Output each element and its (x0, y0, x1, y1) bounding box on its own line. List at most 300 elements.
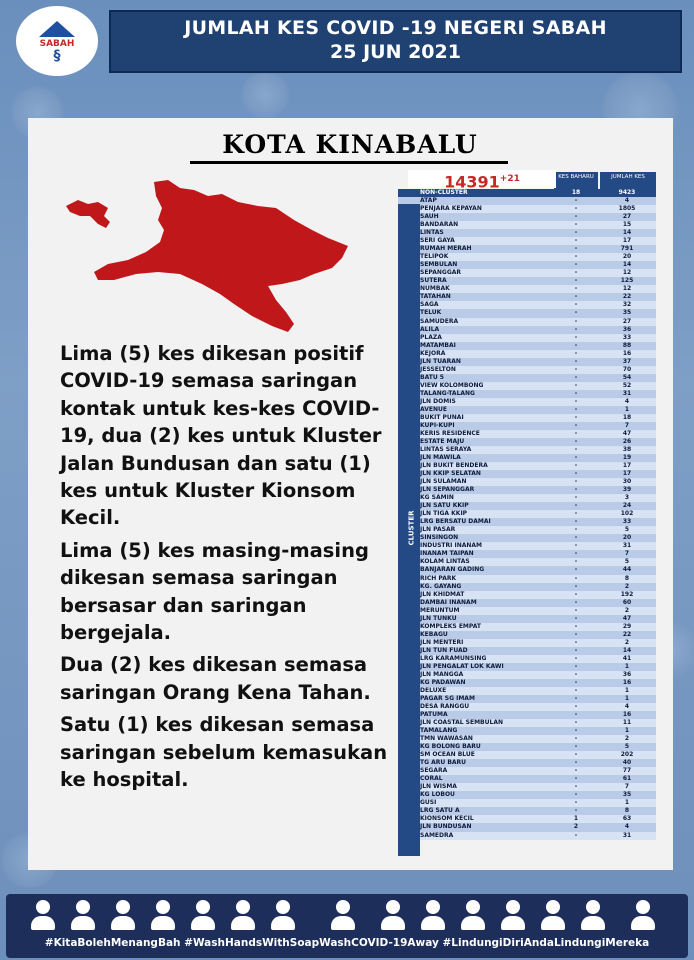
cluster-name: MATAMBAI (420, 341, 456, 349)
new-cases: - (574, 558, 578, 566)
total-cases-cell: 20 (622, 534, 632, 542)
total-cases-cell: 38 (622, 446, 632, 453)
total-cases-cell: 17 (622, 470, 632, 478)
table-row (398, 575, 656, 583)
cluster-name: KIONSOM KECIL (420, 815, 474, 823)
paragraph: Lima (5) kes dikesan positif COVID-19 semasa saringan kontak untuk kes-kes COVID-19, dua (2) kes untuk Kluster Jalan Bundusan dan satu (1) kes untuk Kluster Kionsom Kecil. (60, 342, 382, 530)
new-cases: - (574, 333, 578, 341)
new-cases: - (574, 213, 578, 221)
new-cases: - (574, 759, 578, 767)
cluster-name: SINSINGON (420, 534, 459, 542)
new-cases: - (574, 518, 578, 526)
new-cases: - (574, 534, 578, 542)
table-row (398, 687, 656, 695)
new-cases: 18 (571, 189, 581, 196)
cluster-label-text: CLUSTER (407, 510, 416, 546)
total-cases-cell: 4 (624, 397, 630, 405)
total-cases-cell: 33 (622, 518, 632, 526)
col-new-header: KES BAHARU (554, 172, 598, 189)
table-row (398, 615, 656, 623)
table-row (398, 639, 656, 647)
table-row (398, 293, 656, 301)
frontliner-figure (230, 900, 256, 932)
new-cases: - (574, 293, 578, 301)
total-cases-cell: 14 (622, 646, 632, 654)
total-cases-cell: 33 (622, 333, 632, 341)
new-cases: - (574, 638, 578, 646)
cluster-name: JLN MANGGA (420, 670, 464, 678)
table-row (398, 301, 656, 309)
cluster-name: KEJORA (420, 349, 446, 357)
table-row (398, 390, 656, 398)
paragraph: Lima (5) kes masing-masing dikesan semasa saringan bersasar dan saringan bergejala. (60, 538, 369, 645)
frontliner-figure (110, 900, 136, 932)
new-cases: - (574, 614, 578, 622)
new-cases: - (574, 381, 578, 389)
table-row (398, 815, 656, 823)
total-cases-cell: 16 (622, 349, 632, 357)
new-cases: - (574, 831, 578, 839)
map-island (66, 200, 110, 228)
total-cases-cell: 26 (622, 437, 632, 445)
new-cases: - (574, 269, 578, 277)
frontliner-figure (500, 900, 526, 932)
table-row (398, 414, 656, 422)
total-cases-cell: 31 (622, 542, 632, 550)
cluster-name: SEMBULAN (420, 261, 458, 269)
table-row (398, 398, 656, 406)
new-cases: - (574, 437, 578, 445)
cluster-name: NON-CLUSTER (420, 189, 468, 196)
total-cases-cell: 17 (622, 462, 632, 470)
table-row (398, 318, 656, 326)
new-cases: - (574, 799, 578, 807)
new-cases: - (574, 389, 578, 397)
cluster-name: JLN TUARAN (420, 357, 461, 365)
total-cases-cell: 70 (622, 365, 632, 373)
cluster-name: DESA RANGGU (420, 703, 470, 710)
table-row (398, 832, 656, 840)
table-row (398, 807, 656, 815)
total-cases-cell: 16 (622, 711, 632, 719)
total-cases-cell: 2 (624, 606, 630, 614)
cluster-name: SAMEDRA (420, 831, 454, 839)
new-cases: 2 (573, 823, 579, 831)
cluster-name: SEGARA (420, 767, 448, 775)
new-cases: - (574, 727, 578, 735)
table-row (398, 406, 656, 414)
table-row (398, 631, 656, 639)
total-cases-cell: 30 (622, 478, 632, 486)
new-cases: - (574, 446, 578, 453)
new-cases: - (574, 775, 578, 783)
mountain-icon (39, 21, 75, 37)
cluster-name: KOMPLEKS EMPAT (420, 622, 482, 630)
table-row (398, 607, 656, 615)
total-cases-cell: 18 (622, 413, 632, 421)
cluster-name: JLN COASTAL SEMBULAN (420, 719, 503, 727)
cluster-name: TELUK (420, 309, 442, 317)
total-cases-cell: 3 (624, 494, 630, 502)
frontliner-figure (190, 900, 216, 932)
cluster-name: PENJARA KEPAYAN (420, 205, 482, 213)
total-cases-cell: 35 (622, 309, 632, 317)
new-cases: - (574, 301, 578, 309)
total-cases-cell: 88 (622, 341, 632, 349)
cluster-name: KOLAM LINTAS (420, 558, 470, 566)
total-cases-cell: 11 (622, 719, 632, 727)
cluster-name: TMN WAWASAN (420, 735, 473, 743)
table-row (398, 229, 656, 237)
table-row (398, 775, 656, 783)
total-cases-cell: 22 (622, 630, 632, 638)
cluster-name: KG LOBOU (420, 791, 455, 799)
cluster-name: JLN DOMIS (420, 397, 456, 405)
cluster-name: SAGA (420, 301, 439, 309)
total-cases-cell: 27 (622, 317, 632, 325)
cluster-name: JLN MENTERI (420, 638, 464, 646)
cluster-name: MERUNTUM (420, 606, 460, 614)
total-cases-cell: 192 (620, 590, 634, 598)
table-row (398, 759, 656, 767)
total-cases-cell: 1 (624, 727, 630, 735)
table-row (398, 558, 656, 566)
table-row (398, 751, 656, 759)
total-cases-cell: 19 (622, 454, 632, 462)
new-cases: - (574, 502, 578, 510)
table-row (398, 735, 656, 743)
cluster-name: KG. GAYANG (420, 582, 462, 590)
table-row (398, 382, 656, 390)
kota-kinabalu-map (62, 176, 352, 336)
new-cases: - (574, 349, 578, 357)
table-row (398, 261, 656, 269)
total-cases-cell: 14 (622, 261, 632, 269)
cluster-name: DELUXE (420, 686, 447, 694)
date: 25 JUN 2021 (330, 41, 461, 63)
new-cases: - (574, 285, 578, 293)
new-cases: - (574, 462, 578, 470)
total-cases-cell: 7 (624, 421, 630, 429)
new-cases: - (574, 606, 578, 614)
cluster-name: BANJARAN GADING (420, 566, 485, 574)
cluster-name: LRG SATU A (420, 807, 460, 815)
table-row (398, 470, 656, 478)
frontliner-figure (380, 900, 406, 932)
new-cases: - (574, 237, 578, 245)
new-cases: - (574, 341, 578, 349)
cluster-name: ESTATE MAJU (420, 437, 465, 445)
new-cases: - (574, 486, 578, 494)
cluster-name: LRG BERSATU DAMAI (420, 518, 491, 526)
new-cases: - (574, 703, 578, 710)
table-row (398, 334, 656, 342)
paragraph: Dua (2) kes dikesan semasa saringan Orang Kena Tahan. (60, 653, 371, 704)
table-row (398, 358, 656, 366)
cluster-name: NUMBAK (420, 285, 450, 293)
table-row (398, 221, 656, 229)
new-cases: - (574, 470, 578, 478)
total-cases-cell: 9423 (618, 189, 636, 196)
new-cases: - (574, 590, 578, 598)
total-new: +21 (499, 174, 520, 184)
total-cases-cell: 35 (622, 791, 632, 799)
new-cases: - (574, 735, 578, 743)
new-cases: - (574, 454, 578, 462)
table-row (398, 566, 656, 574)
total-cases-cell: 15 (622, 221, 632, 229)
frontliner-figure (420, 900, 446, 932)
new-cases: - (574, 743, 578, 751)
total-cases-cell: 102 (620, 510, 634, 518)
table-row (398, 285, 656, 293)
new-cases: - (574, 253, 578, 261)
new-cases: - (574, 510, 578, 518)
total-cases-cell: 7 (624, 550, 630, 558)
total-cases-cell: 22 (622, 293, 632, 301)
cluster-name: TG ARU BARU (420, 759, 467, 767)
cluster-name: BANDARAN (420, 221, 459, 229)
table-row (398, 189, 656, 197)
total-cases-cell: 44 (622, 566, 632, 574)
table-row (398, 711, 656, 719)
total-cases-cell: 54 (622, 373, 632, 381)
new-cases: - (574, 526, 578, 534)
new-cases: - (574, 277, 578, 285)
table-row (398, 727, 656, 735)
table-row (398, 454, 656, 462)
table-row (398, 703, 656, 711)
table-row (398, 526, 656, 534)
title-banner (109, 10, 682, 73)
cluster-name: PLAZA (420, 333, 442, 341)
cluster-name: BUKIT PUNAI (420, 413, 464, 421)
cluster-name: JLN SULAMAN (420, 478, 467, 486)
new-cases: - (574, 654, 578, 662)
total-cases-cell: 8 (624, 807, 630, 815)
table-row (398, 486, 656, 494)
cluster-name: JLN KKIP SELATAN (420, 470, 481, 478)
new-cases: - (574, 678, 578, 686)
total-cases-cell: 52 (622, 381, 632, 389)
new-cases: - (574, 694, 578, 702)
new-cases: - (574, 791, 578, 799)
cluster-name: SAMUDERA (420, 317, 459, 325)
cluster-name: JLN PASAR (420, 526, 456, 534)
total-cumulative: 14391 (444, 172, 500, 192)
total-cases-cell: 14 (622, 229, 632, 237)
new-cases: - (574, 630, 578, 638)
logo-text: SABAH (39, 39, 75, 49)
cluster-name: GUSI (420, 799, 437, 807)
cluster-name: INANAM TAIPAN (420, 550, 474, 558)
total-cases-cell: 1 (624, 799, 630, 807)
new-cases: - (574, 550, 578, 558)
new-cases: - (574, 397, 578, 405)
cluster-name: SUTERA (420, 277, 447, 285)
total-cases-cell: 1 (624, 405, 630, 413)
new-cases: - (574, 767, 578, 775)
table-row (398, 510, 656, 518)
cluster-name: RUMAH MERAH (420, 245, 472, 253)
new-cases: - (574, 405, 578, 413)
new-cases: - (574, 205, 578, 213)
cluster-name: CORAL (420, 775, 443, 783)
total-cases-cell: 36 (622, 670, 632, 678)
total-cases-cell: 2 (624, 638, 630, 646)
total-cases-cell: 16 (622, 678, 632, 686)
table-row (398, 374, 656, 382)
table-row (398, 799, 656, 807)
cluster-name: LRG KARAMUNSING (420, 654, 487, 662)
table-row (398, 253, 656, 261)
total-cases-cell: 63 (622, 815, 632, 823)
cluster-name: JLN MAWILA (420, 454, 461, 462)
total-cases-cell: 39 (622, 486, 632, 494)
new-cases: - (574, 582, 578, 590)
total-cases-cell: 40 (622, 759, 632, 767)
cluster-name: INDUSTRI INANAM (420, 542, 482, 550)
new-cases: - (574, 357, 578, 365)
frontliner-figure (150, 900, 176, 932)
table-row (398, 671, 656, 679)
cluster-name: RICH PARK (420, 574, 457, 582)
table-row (398, 518, 656, 526)
new-cases: - (574, 598, 578, 606)
cluster-name: TAMALANG (420, 727, 458, 735)
table-row (398, 502, 656, 510)
frontliner-figure (580, 900, 606, 932)
frontliner-figure (630, 900, 656, 932)
table-row (398, 438, 656, 446)
table-row (398, 679, 656, 687)
total-cases-cell: 12 (622, 285, 632, 293)
cluster-name: SM OCEAN BLUE (420, 751, 475, 759)
ribbon-icon: § (53, 48, 61, 64)
new-cases: - (574, 317, 578, 325)
new-cases: - (574, 566, 578, 574)
cluster-name: JLN TIGA KKIP (420, 510, 468, 518)
total-cases-cell: 125 (620, 277, 634, 285)
case-description (60, 340, 395, 799)
frontliner-figure (460, 900, 486, 932)
new-cases: - (574, 719, 578, 727)
total-cases-cell: 5 (624, 558, 630, 566)
table-row (398, 494, 656, 502)
total-cases-cell: 4 (624, 703, 630, 710)
new-cases: - (574, 686, 578, 694)
table-row (398, 430, 656, 438)
table-row (398, 743, 656, 751)
cluster-name: BATU 5 (420, 373, 444, 381)
cluster-name: LINTAS SERAYA (420, 446, 472, 453)
table-row (398, 783, 656, 791)
new-cases: - (574, 542, 578, 550)
cluster-name: VIEW KOLOMBONG (420, 381, 484, 389)
new-cases: - (574, 711, 578, 719)
total-cases-cell: 5 (624, 743, 630, 751)
total-cases-cell: 2 (624, 735, 630, 743)
new-cases: - (574, 478, 578, 486)
new-cases: - (574, 494, 578, 502)
table-row (398, 823, 656, 831)
cluster-name: JLN BUNDUSAN (420, 823, 472, 831)
new-cases: - (574, 365, 578, 373)
table-row (398, 342, 656, 350)
new-cases: - (574, 421, 578, 429)
table-row (398, 326, 656, 334)
total-cases-cell: 791 (620, 245, 634, 253)
sabah-health-logo (16, 6, 98, 76)
paragraph: Satu (1) kes dikesan semasa saringan sebelum kemasukan ke hospital. (60, 713, 388, 792)
total-cases-cell: 2 (624, 582, 630, 590)
new-cases: - (574, 783, 578, 791)
frontliner-figure (70, 900, 96, 932)
table-row (398, 245, 656, 253)
table-row (398, 277, 656, 285)
new-cases: - (574, 429, 578, 437)
cluster-name: PAGAR SG IMAM (420, 694, 475, 702)
table-row (398, 269, 656, 277)
new-cases: - (574, 751, 578, 759)
cluster-name: JLN TUNKU (420, 614, 457, 622)
table-row (398, 655, 656, 663)
cluster-name: KG PADAWAN (420, 678, 466, 686)
table-row (398, 647, 656, 655)
col-total-header: JUMLAH KES (600, 172, 656, 189)
new-cases: - (574, 807, 578, 815)
map-mainland (94, 180, 348, 332)
total-cases (408, 170, 556, 192)
table-body (398, 189, 656, 840)
total-cases-cell: 31 (622, 831, 632, 839)
cluster-name: KG BOLONG BARU (420, 743, 481, 751)
table-row (398, 366, 656, 374)
virus-decoration (240, 70, 290, 120)
total-cases-cell: 8 (624, 574, 630, 582)
total-cases-cell: 4 (624, 197, 630, 205)
cluster-name: JLN KHIDMAT (420, 590, 465, 598)
cluster-name: SEPANGGAR (420, 269, 462, 277)
table-row (398, 422, 656, 430)
total-cases-cell: 7 (624, 783, 630, 791)
total-cases-cell: 12 (622, 269, 632, 277)
cluster-name: KG SAMIN (420, 494, 454, 502)
total-cases-cell: 77 (622, 767, 632, 775)
table-row (398, 205, 656, 213)
new-cases: - (574, 622, 578, 630)
table-row (398, 197, 656, 205)
new-cases: - (574, 670, 578, 678)
table-row (398, 213, 656, 221)
new-cases: - (574, 197, 578, 205)
new-cases: - (574, 646, 578, 654)
cluster-name: KUPI-KUPI (420, 421, 455, 429)
table-row (398, 550, 656, 558)
table-row (398, 767, 656, 775)
frontliner-figure (270, 900, 296, 932)
new-cases: - (574, 245, 578, 253)
cluster-name: JLN WISMA (420, 783, 457, 791)
table-row (398, 462, 656, 470)
cluster-name: DAMBAI INANAM (420, 598, 477, 606)
total-cases-cell: 41 (622, 654, 632, 662)
frontliner-figure (540, 900, 566, 932)
frontliner-figure (30, 900, 56, 932)
hashtags: #KitaBolehMenangBah #WashHandsWithSoapWashCOVID-19Away #LindungiDiriAndaLindungiMereka (44, 937, 650, 949)
cluster-name: PATUMA (420, 711, 448, 719)
cluster-name: AVENUE (420, 405, 447, 413)
